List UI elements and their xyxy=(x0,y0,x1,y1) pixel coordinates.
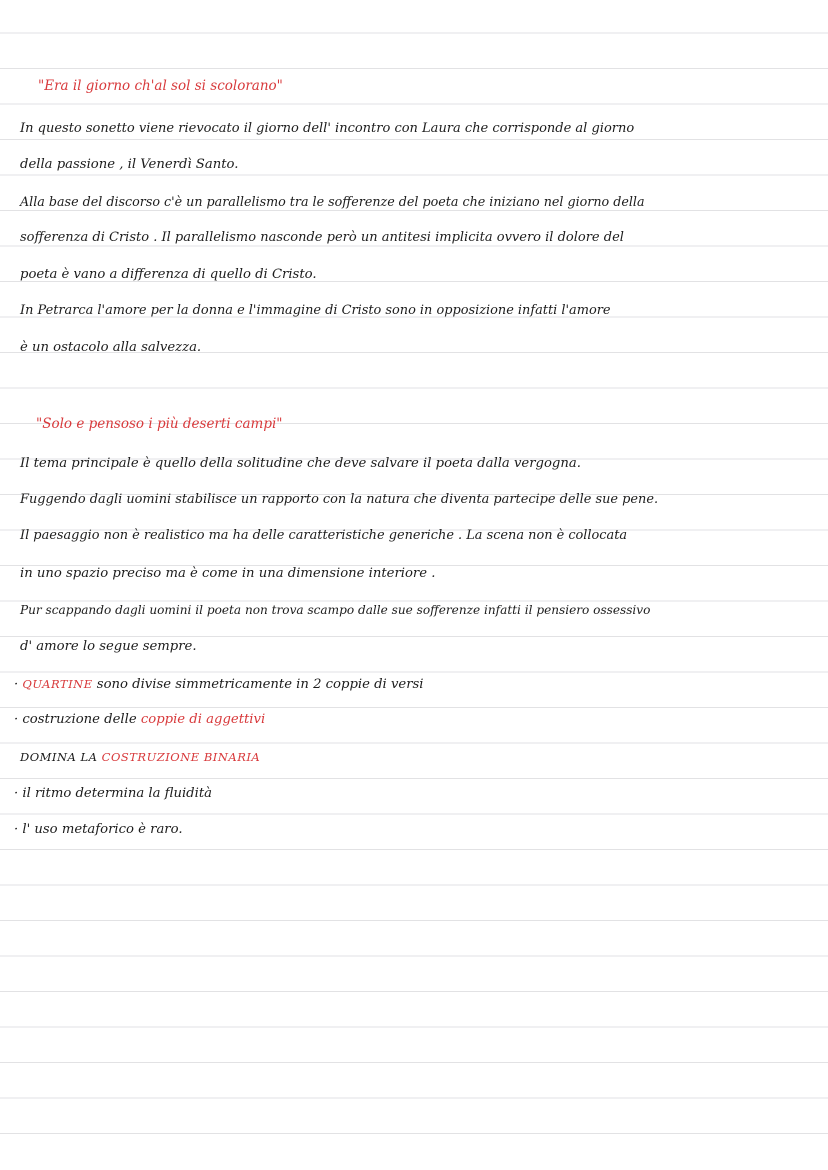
bullet-item: · il ritmo determina la fluidità xyxy=(14,786,212,801)
section2-line: Pur scappando dagli uomini il poeta non trova scampo dalle sue sofferenze infatti il pensiero ossessivo xyxy=(20,603,651,617)
section1-line: è un ostacolo alla salvezza. xyxy=(20,340,202,355)
bullet-keyword: coppie di aggettivi xyxy=(140,712,266,727)
bullet-item: · l' uso metaforico è raro. xyxy=(14,822,183,837)
section1-title: "Era il giorno ch'al sol si scolorano" xyxy=(38,78,283,94)
section1-line: In questo sonetto viene rievocato il giorno dell' incontro con Laura che corrisponde al giorno xyxy=(20,121,635,136)
bullet-text: l' uso metaforico è raro. xyxy=(22,822,183,837)
section1-line: della passione , il Venerdì Santo. xyxy=(20,157,239,172)
section2-line: Fuggendo dagli uomini stabilisce un rapporto con la natura che diventa partecipe delle sue pene. xyxy=(20,492,659,507)
section2-line: Il paesaggio non è realistico ma ha delle caratteristiche generiche . La scena non è collocata xyxy=(20,528,628,543)
bullet-text: DOMINA LA xyxy=(20,750,98,764)
section1-line: poeta è vano a differenza di quello di Cristo. xyxy=(20,267,317,282)
section1-line: Alla base del discorso c'è un parallelismo tra le sofferenze del poeta che iniziano nel giorno della xyxy=(20,194,645,209)
section1-line: sofferenza di Cristo . Il parallelismo nasconde però un antitesi implicita ovvero il dolore del xyxy=(20,230,624,245)
bullet-item: · costruzione delle coppie di aggettivi xyxy=(14,712,266,727)
section1-line: In Petrarca l'amore per la donna e l'immagine di Cristo sono in opposizione infatti l'amore xyxy=(20,303,611,318)
section2-line: Il tema principale è quello della solitudine che deve salvare il poeta dalla vergogna. xyxy=(20,456,581,471)
bullet-text: il ritmo determina la fluidità xyxy=(22,786,212,801)
bullet-text: costruzione delle xyxy=(22,712,137,727)
bullet-item xyxy=(20,747,260,768)
section2-title: "Solo e pensoso i più deserti campi" xyxy=(36,416,283,432)
section2-line: in uno spazio preciso ma è come in una dimensione interiore . xyxy=(20,566,436,581)
bullet-keyword: QUARTINE xyxy=(22,677,93,691)
section2-line: d' amore lo segue sempre. xyxy=(20,639,197,654)
bullet-item: · QUARTINE sono divise simmetricamente in 2 coppie di versi xyxy=(14,677,424,692)
bullet-keyword: COSTRUZIONE BINARIA xyxy=(101,750,261,764)
bullet-text: sono divise simmetricamente in 2 coppie di versi xyxy=(96,677,424,692)
